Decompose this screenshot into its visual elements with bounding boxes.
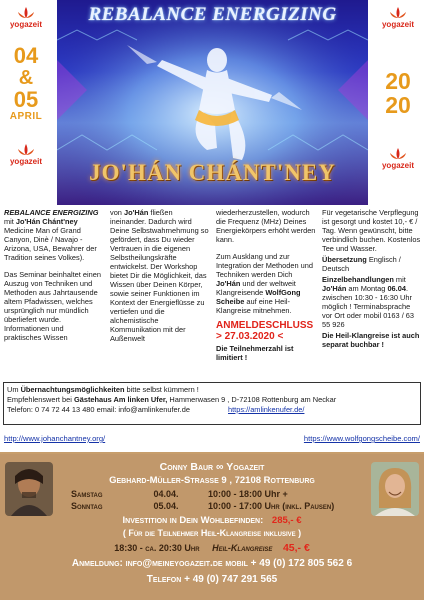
event-dates — [0, 45, 52, 123]
participant-limit: Die Teilnehmerzahl ist limitiert ! — [216, 344, 294, 362]
logo-text: yogazeit — [381, 20, 414, 29]
info-bold: Übernachtungsmöglichkeiten — [20, 385, 125, 394]
info-text: Um — [7, 385, 21, 394]
year-part2: 20 — [385, 92, 411, 118]
year-part1: 20 — [385, 68, 411, 94]
right-year-column — [372, 0, 424, 205]
treatment-paragraph — [322, 275, 422, 329]
intro-title: REBALANCE ENERGIZING — [4, 208, 99, 217]
wolfgong-website-link[interactable]: https://www.wolfgongscheibe.com/ — [303, 434, 420, 443]
klang-name-wolfgong: WolfGong Scheibe — [216, 288, 301, 306]
treatment-label: Einzelbehandlungen — [322, 275, 394, 284]
klang-text-c: auf eine Heil-Klangreise mitnehmen. — [216, 297, 292, 315]
sunday-date: 05.04. — [153, 501, 179, 511]
workshop-name: Jo'Hán — [123, 208, 149, 217]
date-day1: 04 — [13, 43, 39, 68]
phone-contact: Telefon + 49 (0) 747 291 565 — [146, 574, 278, 585]
guesthouse-name: Gästehaus Am linken Ufer, — [73, 395, 168, 404]
website-links — [0, 428, 424, 450]
logo-text: yogazeit — [9, 157, 42, 166]
hero-title: REBALANCE ENERGIZING — [88, 4, 337, 25]
column-4 — [322, 208, 422, 357]
sunday-label: Sonntag — [70, 501, 103, 511]
frequency-paragraph: wiederherzustellen, wodurch die Frequenz (MHz) Deines Energiekörpers erhöht werden kann. — [216, 208, 316, 244]
date-day2: 05 — [13, 87, 39, 112]
accommodation-line3 — [7, 405, 417, 415]
description-columns — [4, 208, 422, 378]
deadline-label: ANMELDESCHLUSS — [216, 320, 314, 331]
column-1 — [4, 208, 101, 350]
header-banner — [0, 0, 424, 205]
lotus-icon — [17, 143, 35, 157]
column-2 — [110, 208, 210, 351]
intro-name: Jo'Hán Chánt'ney — [15, 217, 78, 226]
logo-text: yogazeit — [381, 161, 414, 170]
johan-website-link[interactable]: http://www.johanchantney.org/ — [4, 434, 106, 443]
investment-line — [0, 515, 424, 526]
guesthouse-link[interactable]: https://amlinkenufer.de/ — [228, 405, 305, 414]
workshop-text-b: fließen ineinander. Dadurch wird Deine Selbstwahrnehmung so gefördert, dass Du wieder Vertrauen in die eigenen Selbstheilungskräfte entwickelst. Der Workshop bietet Dir die Möglichkeit, das Wissen über Deinen Körper, sowie seiner Funktionen im Kontext der Energieflüsse zu vertiefen und die alchemistische Kommunikation mit der Außenwelt — [110, 208, 209, 343]
hero-name: JO'HÁN CHÁNT'NEY — [89, 160, 336, 185]
saturday-schedule — [0, 489, 424, 499]
footer-panel — [0, 454, 424, 600]
accommodation-line2 — [7, 395, 417, 405]
sunday-schedule — [0, 501, 424, 511]
klangreise-price: 45,- € — [282, 542, 310, 554]
klangreise-separate-note: Die Heil-Klangreise ist auch separat buchbar ! — [322, 331, 420, 349]
treatment-c: . zwischen 10:30 - 16:30 Uhr möglich ! Terminabsprache vor Ort oder mobil 0163 / 63 55 926 — [322, 284, 415, 329]
event-year — [372, 69, 424, 117]
deadline-date: > 27.03.2020 < — [216, 331, 284, 342]
accommodation-line1 — [7, 385, 417, 395]
klang-name-johan: Jo'Hán — [216, 279, 241, 288]
klangreise-paragraph — [216, 252, 316, 315]
guesthouse-contact: Telefon: 0 74 72 44 13 480 email: info@amlinkenufer.de — [7, 405, 190, 414]
accommodation-box — [3, 382, 421, 425]
translation-label: Übersetzung — [322, 255, 367, 264]
investment-label: Investition in Dein Wohlbefinden: — [122, 515, 264, 526]
sunday-time: 10:00 - 17:00 Uhr (inkl. Pausen) — [208, 501, 335, 511]
organizer-name: Conny Baur ∞ Yogazeit — [159, 461, 265, 473]
info-text: Empfehlenswert bei — [7, 395, 74, 404]
klang-text-a: Zum Ausklang und zur Integration der Methoden und Techniken werden Dich — [216, 252, 313, 279]
lotus-icon — [389, 147, 407, 161]
workshop-paragraph — [110, 208, 210, 343]
treatment-date: 06.04 — [387, 284, 406, 293]
investment-price: 285,- € — [271, 515, 302, 526]
workshop-text-a: von — [110, 208, 124, 217]
klangreise-label: Heil-Klangreise — [212, 543, 273, 553]
translation-langs: Englisch / Deutsch — [322, 255, 401, 273]
investment-note: ( Für die Teilnehmer Heil-Klangreise inklusive ) — [122, 528, 302, 538]
translation-paragraph — [322, 255, 422, 273]
yogazeit-logo-right-bottom — [372, 147, 424, 170]
lotus-icon — [389, 6, 407, 20]
intro-mid: mit — [4, 217, 16, 226]
lotus-icon — [17, 6, 35, 20]
klangreise-time: 18:30 - ca. 20:30 Uhr — [114, 543, 200, 553]
yogazeit-logo-right — [372, 6, 424, 29]
guesthouse-address: Hammerwasen 9 , D-72108 Rottenburg am Neckar — [167, 395, 337, 404]
treatment-name: Jo'Hán — [322, 284, 347, 293]
yogazeit-logo — [0, 6, 52, 29]
venue-address: Gebhard-Müller-Straße 9 , 72108 Rottenburg — [109, 475, 315, 486]
info-text: bitte selbst kümmern ! — [124, 385, 199, 394]
left-date-column — [0, 0, 52, 205]
treatment-a: mit — [393, 275, 406, 284]
yogazeit-logo-bottom — [0, 143, 52, 166]
saturday-label: Samstag — [70, 489, 103, 499]
saturday-date: 04.04. — [153, 489, 179, 499]
date-ampersand: & — [18, 67, 34, 89]
saturday-time: 10:00 - 18:00 Uhr + — [208, 489, 288, 499]
treatment-b: am Montag — [346, 284, 388, 293]
klangreise-line — [0, 542, 424, 554]
date-month: APRIL — [9, 111, 43, 122]
intro-paragraph — [4, 208, 101, 262]
registration-contact[interactable]: Anmeldung: info@meineyogazeit.de mobil + 49 (0) 172 805 562 6 — [71, 558, 353, 569]
logo-text: yogazeit — [9, 20, 42, 29]
intro-rest: Medicine Man of Grand Canyon, Dinè / Navajo - Arizona, USA, Bewahrer der Tradition seines Volkes). — [4, 226, 97, 262]
klang-text-b: und der weltweit Klangreisende — [216, 279, 296, 297]
column-3 — [216, 208, 316, 362]
catering-paragraph: Für vegetarische Verpflegung ist gesorgt und kostet 10,- € / Tag. Wenn gewünscht, bitte verbindlich buchen. Kostenlos Tee und Wasser. — [322, 208, 421, 253]
hero-image — [57, 0, 368, 205]
seminar-paragraph: Das Seminar beinhaltet einen Auszug von Techniken und Methoden aus Jahrtausende altem Pfadwissen, welches ursprünglich nur mündlich überliefert wurde. Informationen und praktisches Wissen — [4, 270, 101, 342]
